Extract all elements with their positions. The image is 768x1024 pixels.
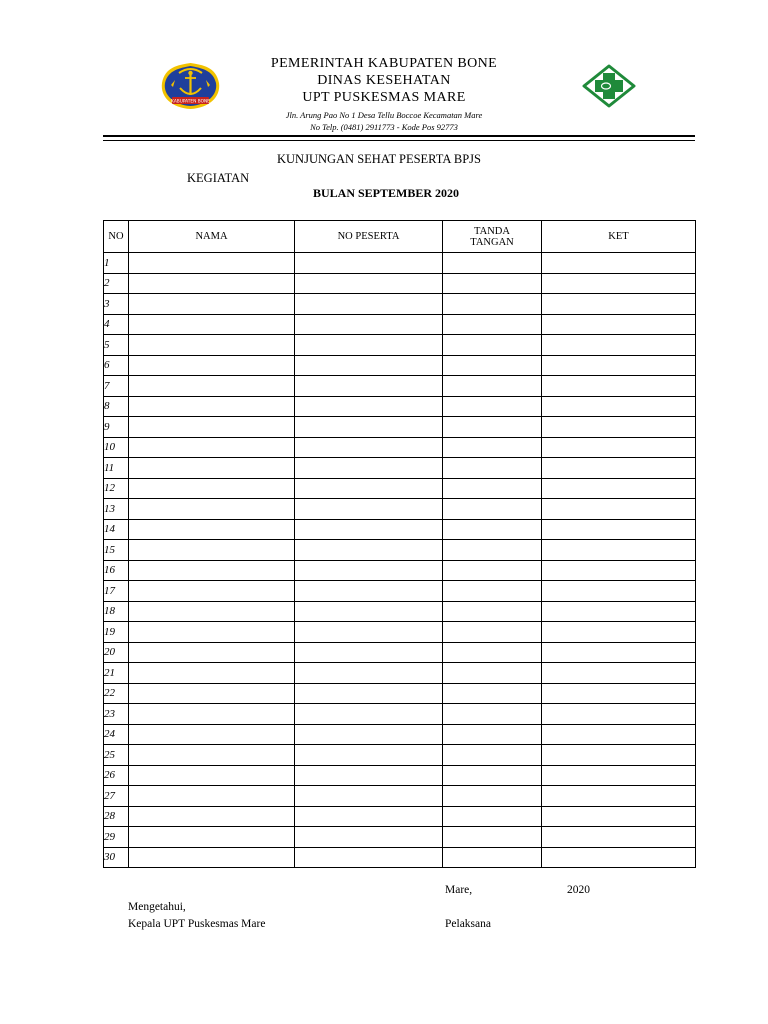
nama-cell[interactable] xyxy=(129,622,295,643)
nama-cell[interactable] xyxy=(129,273,295,294)
tanda-tangan-cell[interactable] xyxy=(443,786,542,807)
no-peserta-cell[interactable] xyxy=(295,273,443,294)
table-row xyxy=(104,540,696,561)
table-row xyxy=(104,478,696,499)
nama-cell[interactable] xyxy=(129,642,295,663)
nama-cell[interactable] xyxy=(129,581,295,602)
tanda-tangan-cell[interactable] xyxy=(443,663,542,684)
no-peserta-cell[interactable] xyxy=(295,683,443,704)
no-peserta-cell[interactable] xyxy=(295,847,443,868)
row-number: 1 xyxy=(104,253,129,274)
nama-cell[interactable] xyxy=(129,355,295,376)
ket-cell[interactable] xyxy=(542,458,696,479)
letterhead-unit: UPT PUSKESMAS MARE xyxy=(302,90,466,105)
tanda-tangan-cell[interactable] xyxy=(443,560,542,581)
no-peserta-cell[interactable] xyxy=(295,765,443,786)
table-row xyxy=(104,437,696,458)
signature-executor: Pelaksana xyxy=(445,918,491,930)
no-peserta-cell[interactable] xyxy=(295,253,443,274)
table-row xyxy=(104,601,696,622)
no-peserta-cell[interactable] xyxy=(295,478,443,499)
row-number: 10 xyxy=(104,437,129,458)
nama-cell[interactable] xyxy=(129,335,295,356)
nama-cell[interactable] xyxy=(129,765,295,786)
tanda-tangan-cell[interactable] xyxy=(443,478,542,499)
table-row xyxy=(104,765,696,786)
table-row xyxy=(104,724,696,745)
ket-cell[interactable] xyxy=(542,601,696,622)
no-peserta-cell[interactable] xyxy=(295,355,443,376)
table-row xyxy=(104,335,696,356)
ket-cell[interactable] xyxy=(542,273,696,294)
table-row xyxy=(104,581,696,602)
row-number: 22 xyxy=(104,683,129,704)
no-peserta-cell[interactable] xyxy=(295,601,443,622)
tanda-tangan-cell[interactable] xyxy=(443,622,542,643)
row-number: 17 xyxy=(104,581,129,602)
activity-label: KEGIATAN xyxy=(187,171,250,185)
no-peserta-cell[interactable] xyxy=(295,642,443,663)
svg-text:KABUPATEN BONE: KABUPATEN BONE xyxy=(171,99,210,105)
no-peserta-cell[interactable] xyxy=(295,724,443,745)
nama-cell[interactable] xyxy=(129,540,295,561)
nama-cell[interactable] xyxy=(129,847,295,868)
row-number: 16 xyxy=(104,560,129,581)
nama-cell[interactable] xyxy=(129,294,295,315)
no-peserta-cell[interactable] xyxy=(295,560,443,581)
tanda-tangan-cell[interactable] xyxy=(443,273,542,294)
no-peserta-cell[interactable] xyxy=(295,294,443,315)
signature-head-title: Kepala UPT Puskesmas Mare xyxy=(128,918,266,930)
row-number: 18 xyxy=(104,601,129,622)
row-number: 13 xyxy=(104,499,129,520)
row-number: 2 xyxy=(104,273,129,294)
signature-acknowledged: Mengetahui, xyxy=(128,901,186,913)
tanda-tangan-cell[interactable] xyxy=(443,458,542,479)
ket-cell[interactable] xyxy=(542,827,696,848)
row-number: 30 xyxy=(104,847,129,868)
ket-cell[interactable] xyxy=(542,478,696,499)
letterhead-government: PEMERINTAH KABUPATEN BONE xyxy=(270,56,498,71)
table-row xyxy=(104,458,696,479)
tanda-tangan-cell[interactable] xyxy=(443,355,542,376)
table-row xyxy=(104,683,696,704)
nama-cell[interactable] xyxy=(129,417,295,438)
tanda-tangan-cell[interactable] xyxy=(443,540,542,561)
row-number: 3 xyxy=(104,294,129,315)
table-row xyxy=(104,294,696,315)
tanda-tangan-cell[interactable] xyxy=(443,253,542,274)
attendance-table xyxy=(103,220,696,868)
table-row xyxy=(104,355,696,376)
no-peserta-cell[interactable] xyxy=(295,745,443,766)
ket-cell[interactable] xyxy=(542,335,696,356)
nama-cell[interactable] xyxy=(129,253,295,274)
no-peserta-cell[interactable] xyxy=(295,314,443,335)
nama-cell[interactable] xyxy=(129,437,295,458)
nama-cell[interactable] xyxy=(129,683,295,704)
no-peserta-cell[interactable] xyxy=(295,622,443,643)
nama-cell[interactable] xyxy=(129,663,295,684)
no-peserta-cell[interactable] xyxy=(295,458,443,479)
ket-cell[interactable] xyxy=(542,417,696,438)
table-header-row xyxy=(104,221,696,253)
ket-cell[interactable] xyxy=(542,765,696,786)
ket-cell[interactable] xyxy=(542,786,696,807)
ket-cell[interactable] xyxy=(542,622,696,643)
tanda-tangan-cell[interactable] xyxy=(443,417,542,438)
letterhead-divider-thin xyxy=(103,140,695,141)
nama-cell[interactable] xyxy=(129,745,295,766)
row-number: 29 xyxy=(104,827,129,848)
tanda-tangan-cell[interactable] xyxy=(443,437,542,458)
no-peserta-cell[interactable] xyxy=(295,704,443,725)
row-number: 14 xyxy=(104,519,129,540)
tanda-tangan-cell[interactable] xyxy=(443,765,542,786)
row-number: 25 xyxy=(104,745,129,766)
ket-cell[interactable] xyxy=(542,724,696,745)
tanda-tangan-cell[interactable] xyxy=(443,376,542,397)
tanda-tangan-cell[interactable] xyxy=(443,827,542,848)
row-number: 23 xyxy=(104,704,129,725)
ket-cell[interactable] xyxy=(542,519,696,540)
nama-cell[interactable] xyxy=(129,499,295,520)
ket-cell[interactable] xyxy=(542,806,696,827)
no-peserta-cell[interactable] xyxy=(295,376,443,397)
header-no: NO xyxy=(104,221,129,253)
header-tanda-tangan: TANDA TANGAN xyxy=(443,221,542,253)
ket-cell[interactable] xyxy=(542,396,696,417)
tanda-tangan-cell[interactable] xyxy=(443,642,542,663)
ket-cell[interactable] xyxy=(542,745,696,766)
table-row xyxy=(104,376,696,397)
table-row xyxy=(104,827,696,848)
nama-cell[interactable] xyxy=(129,396,295,417)
table-row xyxy=(104,663,696,684)
table-row xyxy=(104,642,696,663)
no-peserta-cell[interactable] xyxy=(295,519,443,540)
row-number: 12 xyxy=(104,478,129,499)
nama-cell[interactable] xyxy=(129,376,295,397)
row-number: 26 xyxy=(104,765,129,786)
document-title: KUNJUNGAN SEHAT PESERTA BPJS xyxy=(277,152,481,166)
ket-cell[interactable] xyxy=(542,683,696,704)
table-row xyxy=(104,253,696,274)
nama-cell[interactable] xyxy=(129,601,295,622)
ket-cell[interactable] xyxy=(542,540,696,561)
nama-cell[interactable] xyxy=(129,704,295,725)
row-number: 15 xyxy=(104,540,129,561)
letterhead-divider-thick xyxy=(103,135,695,137)
table-row xyxy=(104,704,696,725)
tanda-tangan-cell[interactable] xyxy=(443,335,542,356)
no-peserta-cell[interactable] xyxy=(295,499,443,520)
tanda-tangan-cell[interactable] xyxy=(443,581,542,602)
signature-year: 2020 xyxy=(567,884,590,896)
table-row xyxy=(104,560,696,581)
ket-cell[interactable] xyxy=(542,314,696,335)
table-row xyxy=(104,417,696,438)
no-peserta-cell[interactable] xyxy=(295,581,443,602)
ket-cell[interactable] xyxy=(542,253,696,274)
row-number: 9 xyxy=(104,417,129,438)
no-peserta-cell[interactable] xyxy=(295,437,443,458)
nama-cell[interactable] xyxy=(129,314,295,335)
row-number: 20 xyxy=(104,642,129,663)
tanda-tangan-cell[interactable] xyxy=(443,314,542,335)
table-row xyxy=(104,786,696,807)
tanda-tangan-cell[interactable] xyxy=(443,519,542,540)
table-row xyxy=(104,847,696,868)
tanda-tangan-cell[interactable] xyxy=(443,396,542,417)
ket-cell[interactable] xyxy=(542,376,696,397)
document-month: BULAN SEPTEMBER 2020 xyxy=(313,186,460,200)
row-number: 21 xyxy=(104,663,129,684)
tanda-tangan-cell[interactable] xyxy=(443,724,542,745)
nama-cell[interactable] xyxy=(129,458,295,479)
row-number: 19 xyxy=(104,622,129,643)
letterhead-address: Jln. Arung Pao No 1 Desa Tellu Boccoe Kecamatan Mare xyxy=(285,110,483,120)
tanda-tangan-cell[interactable] xyxy=(443,847,542,868)
nama-cell[interactable] xyxy=(129,519,295,540)
ket-cell[interactable] xyxy=(542,437,696,458)
table-row xyxy=(104,622,696,643)
row-number: 7 xyxy=(104,376,129,397)
ket-cell[interactable] xyxy=(542,642,696,663)
ket-cell[interactable] xyxy=(542,294,696,315)
no-peserta-cell[interactable] xyxy=(295,396,443,417)
header-ket: KET xyxy=(542,221,696,253)
ket-cell[interactable] xyxy=(542,704,696,725)
no-peserta-cell[interactable] xyxy=(295,806,443,827)
table-row xyxy=(104,806,696,827)
ket-cell[interactable] xyxy=(542,560,696,581)
letterhead-contact: No Telp. (0481) 2911773 - Kode Pos 92773 xyxy=(310,122,458,132)
header-nama: NAMA xyxy=(129,221,295,253)
ket-cell[interactable] xyxy=(542,663,696,684)
nama-cell[interactable] xyxy=(129,724,295,745)
ket-cell[interactable] xyxy=(542,355,696,376)
tanda-tangan-cell[interactable] xyxy=(443,683,542,704)
tanda-tangan-cell[interactable] xyxy=(443,745,542,766)
no-peserta-cell[interactable] xyxy=(295,663,443,684)
table-row xyxy=(104,745,696,766)
signature-place: Mare, xyxy=(445,884,473,896)
nama-cell[interactable] xyxy=(129,827,295,848)
letterhead-department: DINAS KESEHATAN xyxy=(317,73,451,88)
row-number: 11 xyxy=(104,458,129,479)
nama-cell[interactable] xyxy=(129,478,295,499)
nama-cell[interactable] xyxy=(129,806,295,827)
tanda-tangan-cell[interactable] xyxy=(443,601,542,622)
header-no-peserta: NO PESERTA xyxy=(295,221,443,253)
row-number: 8 xyxy=(104,396,129,417)
table-row xyxy=(104,314,696,335)
table-body xyxy=(104,253,696,868)
row-number: 6 xyxy=(104,355,129,376)
row-number: 27 xyxy=(104,786,129,807)
no-peserta-cell[interactable] xyxy=(295,417,443,438)
nama-cell[interactable] xyxy=(129,786,295,807)
tanda-tangan-cell[interactable] xyxy=(443,704,542,725)
row-number: 28 xyxy=(104,806,129,827)
no-peserta-cell[interactable] xyxy=(295,827,443,848)
row-number: 24 xyxy=(104,724,129,745)
tanda-tangan-cell[interactable] xyxy=(443,806,542,827)
no-peserta-cell[interactable] xyxy=(295,335,443,356)
no-peserta-cell[interactable] xyxy=(295,540,443,561)
no-peserta-cell[interactable] xyxy=(295,786,443,807)
tanda-tangan-cell[interactable] xyxy=(443,499,542,520)
row-number: 4 xyxy=(104,314,129,335)
table-row xyxy=(104,396,696,417)
ket-cell[interactable] xyxy=(542,847,696,868)
table-row xyxy=(104,519,696,540)
tanda-tangan-cell[interactable] xyxy=(443,294,542,315)
ket-cell[interactable] xyxy=(542,581,696,602)
row-number: 5 xyxy=(104,335,129,356)
nama-cell[interactable] xyxy=(129,560,295,581)
ket-cell[interactable] xyxy=(542,499,696,520)
table-row xyxy=(104,273,696,294)
table-row xyxy=(104,499,696,520)
